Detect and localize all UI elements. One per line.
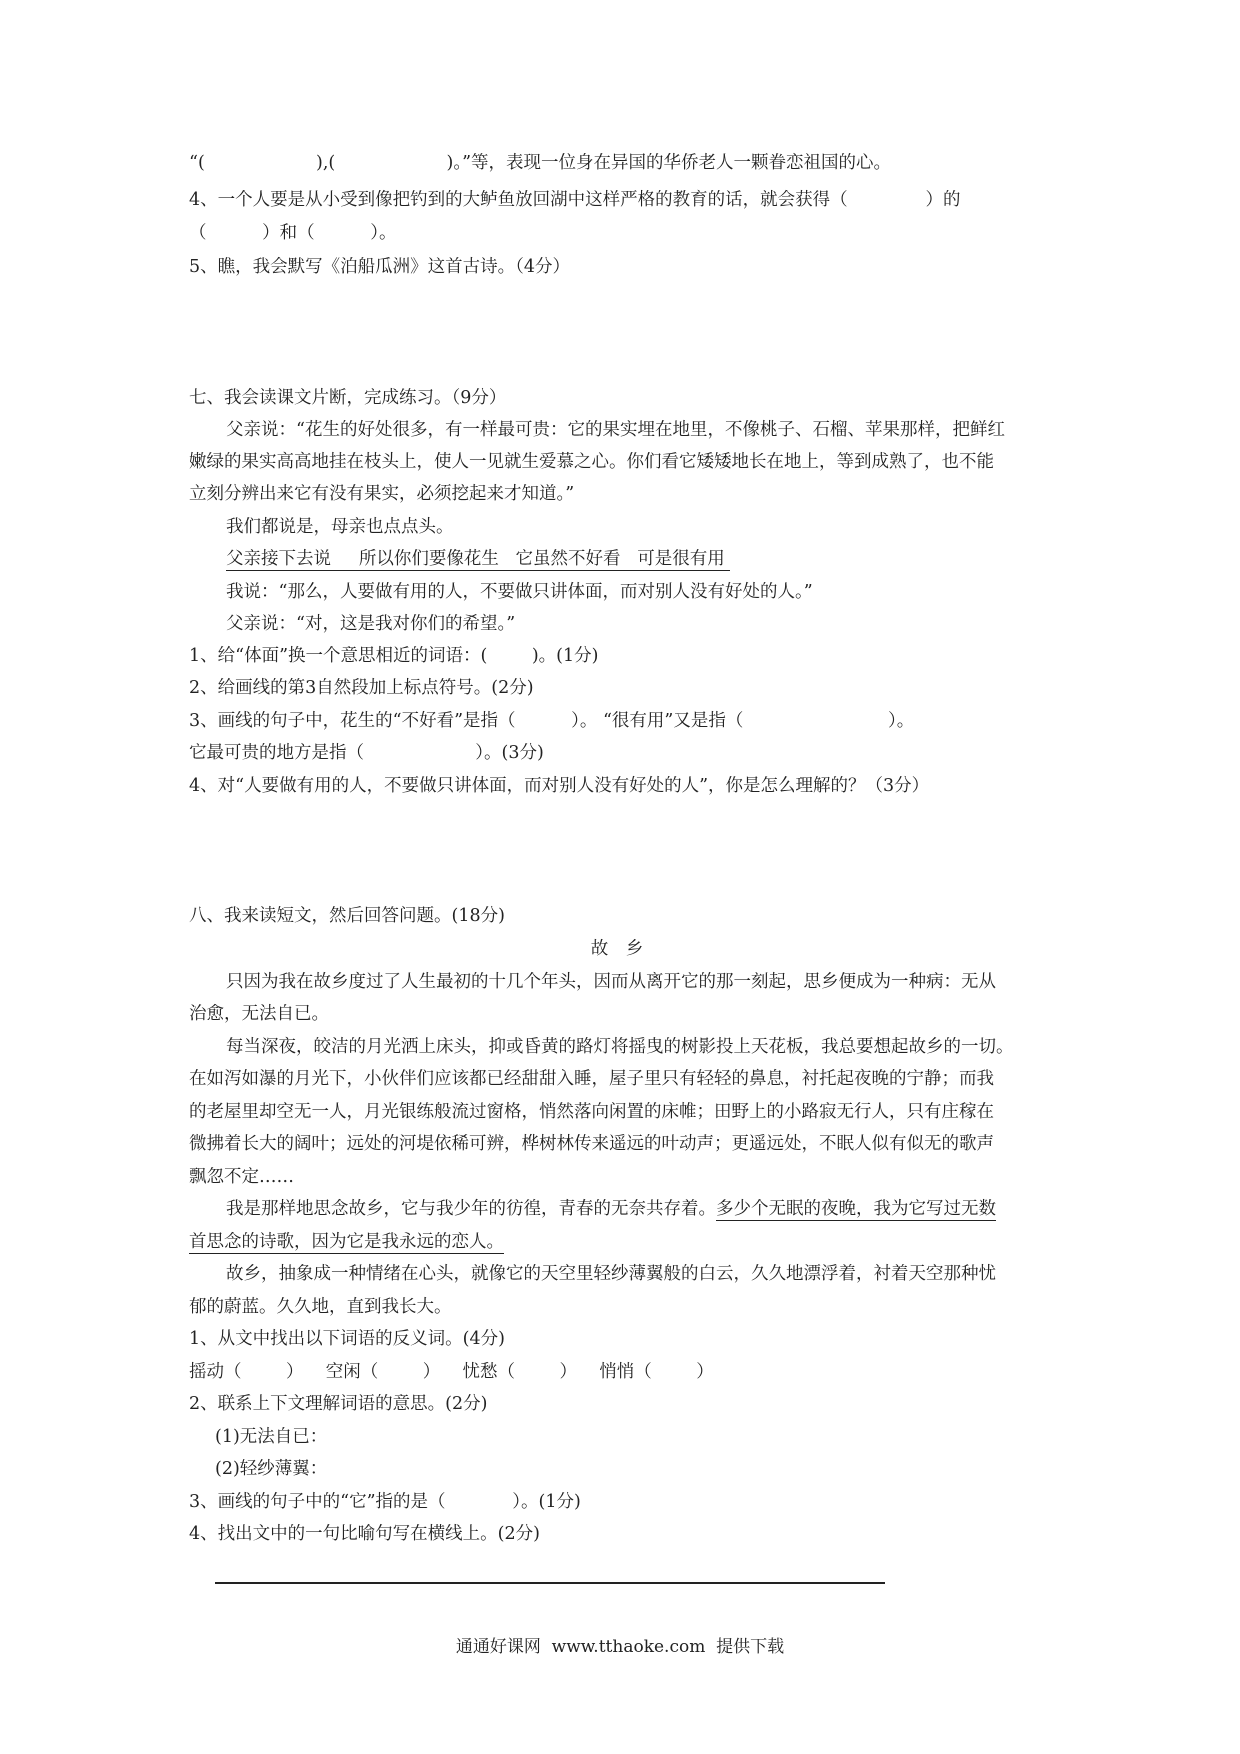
section7-p1-line2: 嫩绿的果实高高地挂在枝头上，使人一见就生爱慕之心。你们看它矮矮地长在地上，等到成熟了，也不能 — [189, 452, 994, 472]
section7-p1-line3: 立刻分辨出来它有没有果实，必须挖起来才知道。” — [189, 484, 575, 504]
section8-p2-line2: 在如泻如瀑的月光下，小伙伴们应该都已经甜甜入睡，屋子里只有轻轻的鼻息，衬托起夜晚的宁静；而我 — [189, 1069, 994, 1089]
section8-q1-items: 摇动（ ） 空闲（ ） 忧愁（ ） 悄悄（ ） — [189, 1362, 714, 1382]
section8-q3: 3、画线的句子中的“它”指的是（ ）。(1分) — [189, 1492, 581, 1512]
footer-source: 通通好课网 www.tthaoke.com 提供下载 — [455, 1637, 785, 1657]
answer-line — [215, 1582, 885, 1584]
section7-p1-line1: 父亲说：“花生的好处很多，有一样最可贵：它的果实埋在地里，不像桃子、石榴、苹果那样，把鲜红 — [226, 420, 1005, 440]
section7-p2: 我们都说是，母亲也点点头。 — [226, 517, 454, 537]
section7-q1: 1、给“体面”换一个意思相近的词语：( )。(1分) — [189, 646, 599, 666]
section8-q2-b: (2)轻纱薄翼： — [215, 1459, 328, 1479]
q4-line1: 4、一个人要是从小受到像把钓到的大鲈鱼放回湖中这样严格的教育的话，就会获得（ ）的 — [189, 190, 961, 210]
section8-p2-line1: 每当深夜，皎洁的月光洒上床头，抑或昏黄的路灯将摇曳的树影投上天花板，我总要想起故乡的一切。 — [226, 1037, 1014, 1057]
p3-underlined-text-cont: 首思念的诗歌，因为它是我永远的恋人。 — [189, 1232, 504, 1252]
section8-p2-line5: 飘忽不定…… — [189, 1167, 294, 1187]
underlined-sentence: 父亲接下去说 所以你们要像花生 它虽然不好看 可是很有用 — [226, 549, 731, 569]
section8-p4-line1: 故乡，抽象成一种情绪在心头，就像它的天空里轻纱薄翼般的白云，久久地漂浮着，衬着天空那种忧 — [226, 1264, 996, 1284]
section7-q3-line1: 3、画线的句子中，花生的“不好看”是指（ ）。 “很有用”又是指（ ）。 — [189, 711, 915, 731]
section7-q4: 4、对“人要做有用的人，不要做只讲体面，而对别人没有好处的人”，你是怎么理解的？（3分） — [189, 776, 930, 796]
section7-q3-line2: 它最可贵的地方是指（ ）。(3分) — [189, 743, 544, 763]
q4-line2: （ ）和（ ）。 — [189, 223, 397, 243]
section8-p1-line2: 治愈，无法自已。 — [189, 1004, 329, 1024]
section7-q2: 2、给画线的第3自然段加上标点符号。(2分) — [189, 678, 534, 698]
p3-underlined-text: 多少个无眠的夜晚，我为它写过无数 — [716, 1199, 996, 1219]
section8-p2-line4: 微拂着长大的阔叶；远处的河堤依稀可辨，桦树林传来遥远的叶动声；更遥远处，不眠人似有似无的歌声 — [189, 1134, 994, 1154]
section8-q1: 1、从文中找出以下词语的反义词。(4分) — [189, 1329, 505, 1349]
section8-p4-line2: 郁的蔚蓝。久久地，直到我长大。 — [189, 1297, 452, 1317]
section7-p4: 我说：“那么，人要做有用的人，不要做只讲体面，而对别人没有好处的人。” — [226, 582, 813, 602]
section8-heading: 八、我来读短文，然后回答问题。(18分) — [189, 906, 505, 926]
section8-p3-line2 — [189, 1231, 1059, 1253]
section7-p5: 父亲说：“对，这是我对你们的希望。” — [226, 614, 516, 634]
section8-p1-line1: 只因为我在故乡度过了人生最初的十几个年头，因而从离开它的那一刻起，思乡便成为一种病：无从 — [226, 972, 996, 992]
p3-plain-text: 我是那样地思念故乡，它与我少年的彷徨，青春的无奈共存着。 — [226, 1199, 716, 1219]
section7-heading: 七、我会读课文片断，完成练习。（9分） — [189, 388, 507, 408]
q3-quotes-line: “( ),( )。”等，表现一位身在异国的华侨老人一颗眷恋祖国的心。 — [189, 153, 892, 173]
q5-poem-prompt: 5、瞧，我会默写《泊船瓜洲》这首古诗。（4分） — [189, 257, 571, 277]
section8-q2: 2、联系上下文理解词语的意思。(2分) — [189, 1394, 488, 1414]
section8-p2-line3: 的老屋里却空无一人，月光银练般流过窗格，悄然落向闲置的床帷；田野上的小路寂无行人，只有庄稼在 — [189, 1102, 994, 1122]
section8-q2-a: (1)无法自已： — [215, 1427, 328, 1447]
section8-q4: 4、找出文中的一句比喻句写在横线上。(2分) — [189, 1524, 540, 1544]
passage-title: 故 乡 — [590, 939, 650, 959]
section7-p3-underlined — [226, 548, 1096, 570]
section8-p3-line1 — [226, 1198, 1096, 1220]
